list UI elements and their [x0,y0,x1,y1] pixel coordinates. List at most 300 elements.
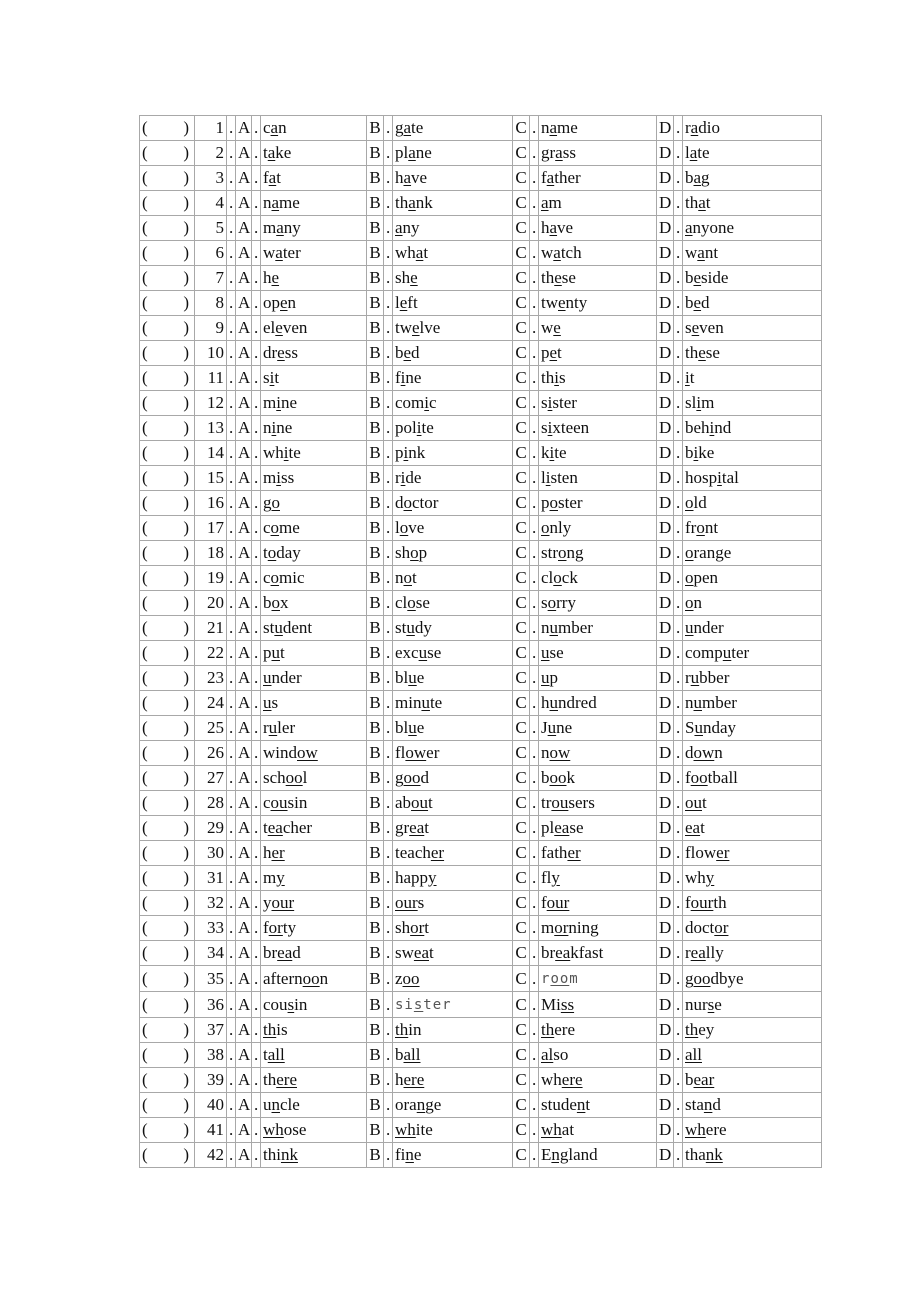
option-separator: . [252,941,261,966]
option-word-text: only [541,518,572,537]
answer-blank[interactable] [140,891,195,916]
number-separator: . [227,216,236,241]
underlined-letters: a [271,193,280,212]
option-word-text: orange [685,543,732,562]
option-word [539,941,657,966]
close-paren: ) [183,1045,189,1064]
open-paren: ( [142,994,148,1014]
option-word-text: have [541,218,574,237]
answer-blank[interactable] [140,116,195,141]
number-separator: . [227,1018,236,1043]
question-number: 10 [195,341,227,366]
option-letter: C [513,241,530,266]
close-paren: ) [183,1145,189,1164]
option-word [683,1093,822,1118]
open-paren: ( [142,968,148,988]
answer-blank[interactable] [140,291,195,316]
answer-blank[interactable] [140,416,195,441]
option-word [683,891,822,916]
option-word [393,841,513,866]
number-separator: . [227,566,236,591]
option-letter: C [513,691,530,716]
option-word [683,116,822,141]
option-word-text: on [685,593,702,612]
answer-blank[interactable] [140,516,195,541]
option-word [539,766,657,791]
option-separator: . [252,316,261,341]
option-word-text: window [263,743,318,762]
option-word-text: morning [541,918,599,937]
answer-blank[interactable] [140,1118,195,1143]
option-separator: . [252,216,261,241]
answer-blank[interactable] [140,441,195,466]
option-word [683,741,822,766]
option-word [261,1043,367,1068]
underlined-letters: o [407,593,416,612]
answer-blank[interactable] [140,391,195,416]
underlined-letters: u [268,718,278,737]
option-separator: . [384,241,393,266]
option-word-text: student [541,1095,591,1114]
option-word [393,316,513,341]
option-letter: D [657,441,674,466]
option-word-text: now [541,743,571,762]
close-paren: ) [183,994,189,1014]
option-word-text: want [685,243,719,262]
answer-blank[interactable] [140,191,195,216]
option-word-text: thank [685,1145,723,1164]
underlined-letters: ea [554,818,570,837]
option-word [261,841,367,866]
option-word-text: sit [263,368,280,387]
open-paren: ( [142,818,148,837]
option-word-text: sweat [395,943,434,962]
underlined-letters: er [430,843,445,862]
option-word-text: short [395,918,430,937]
open-paren: ( [142,668,148,687]
option-word-text: under [263,668,302,687]
option-word [261,916,367,941]
option-separator: . [674,841,683,866]
answer-blank[interactable] [140,316,195,341]
option-separator: . [530,616,539,641]
option-word [683,691,822,716]
option-word [683,816,822,841]
option-letter: A [236,391,252,416]
option-letter: C [513,441,530,466]
option-word-text: study [395,618,432,637]
option-letter: A [236,691,252,716]
option-word [261,316,367,341]
option-word-text: out [685,793,707,812]
option-letter: D [657,766,674,791]
option-word [393,441,513,466]
option-separator: . [530,516,539,541]
answer-blank[interactable] [140,566,195,591]
option-letter: B [367,966,384,992]
option-word [261,191,367,216]
option-word-text: radio [685,118,720,137]
underlined-letters: n [576,1095,586,1114]
underlined-letters: oo [403,768,421,787]
option-word [261,992,367,1018]
option-letter: B [367,791,384,816]
option-letter: C [513,491,530,516]
close-paren: ) [183,718,189,737]
underlined-letters: o [403,568,412,587]
option-letter: C [513,566,530,591]
option-word-text: kite [541,443,567,462]
underlined-letters: u [690,668,700,687]
option-word [393,166,513,191]
underlined-letters: u [693,693,702,712]
option-word [539,541,657,566]
option-separator: . [674,691,683,716]
option-word [539,816,657,841]
open-paren: ( [142,918,148,937]
number-separator: . [227,992,236,1018]
answer-blank[interactable] [140,641,195,666]
number-separator: . [227,891,236,916]
option-word [393,241,513,266]
underlined-letters: e [693,268,702,287]
number-separator: . [227,791,236,816]
option-separator: . [252,566,261,591]
question-number: 1 [195,116,227,141]
close-paren: ) [183,543,189,562]
close-paren: ) [183,268,189,287]
option-letter: A [236,316,252,341]
answer-blank[interactable] [140,766,195,791]
option-letter: C [513,941,530,966]
option-separator: . [384,691,393,716]
underlined-letters: e [553,318,561,337]
number-separator: . [227,1118,236,1143]
underlined-letters: i [545,468,551,487]
answer-blank[interactable] [140,166,195,191]
option-letter: B [367,541,384,566]
option-letter: D [657,241,674,266]
option-separator: . [384,816,393,841]
option-letter: A [236,116,252,141]
answer-blank[interactable] [140,841,195,866]
option-word [393,666,513,691]
underlined-letters: o [549,493,558,512]
option-letter: C [513,516,530,541]
option-separator: . [530,541,539,566]
answer-blank[interactable] [140,1043,195,1068]
option-word [683,941,822,966]
option-word [539,1118,657,1143]
option-word [393,291,513,316]
underlined-letters: e [691,318,700,337]
answer-blank[interactable] [140,366,195,391]
underlined-letters: o [403,493,412,512]
option-word-text: eleven [263,318,308,337]
question-row [140,992,822,1018]
answer-blank[interactable] [140,541,195,566]
underlined-letters: n [703,1095,713,1114]
underlined-letters: o [267,543,277,562]
answer-blank[interactable] [140,616,195,641]
underlined-letters: a [395,218,403,237]
answer-blank[interactable] [140,241,195,266]
answer-blank[interactable] [140,466,195,491]
answer-blank[interactable] [140,1018,195,1043]
option-word [683,966,822,992]
option-word-text: put [263,643,285,662]
option-word-text: many [263,218,301,237]
underlined-letters: y [276,868,285,887]
option-word [261,116,367,141]
close-paren: ) [183,893,189,912]
option-letter: A [236,366,252,391]
number-separator: . [227,691,236,716]
option-separator: . [384,966,393,992]
underlined-letters: u [274,618,283,637]
option-letter: D [657,816,674,841]
option-word [261,591,367,616]
option-separator: . [674,716,683,741]
option-word [393,816,513,841]
option-separator: . [674,766,683,791]
option-separator: . [530,766,539,791]
option-word-text: goodbye [685,968,744,988]
answer-blank[interactable] [140,591,195,616]
answer-blank[interactable] [140,992,195,1018]
open-paren: ( [142,843,148,862]
option-separator: . [384,766,393,791]
option-word-text: have [395,168,428,187]
option-word [393,791,513,816]
option-letter: A [236,716,252,741]
option-letter: A [236,241,252,266]
option-word-text: teacher [395,843,445,862]
option-separator: . [252,966,261,992]
underlined-letters: u [547,718,557,737]
option-letter: A [236,291,252,316]
option-letter: C [513,166,530,191]
underlined-letters: i [685,368,690,387]
underlined-letters: a [689,143,698,162]
answer-blank[interactable] [140,716,195,741]
option-letter: B [367,391,384,416]
underlined-letters: th [263,1020,277,1039]
close-paren: ) [183,793,189,812]
option-word-text: orange [395,1095,442,1114]
option-word [261,266,367,291]
underlined-letters: i [693,443,699,462]
option-letter: B [367,1118,384,1143]
option-letter: D [657,566,674,591]
option-word-text: hundred [541,693,597,712]
option-word [683,491,822,516]
option-word [393,916,513,941]
question-number: 30 [195,841,227,866]
option-word-text: teacher [263,818,313,837]
option-separator: . [252,341,261,366]
option-letter: A [236,341,252,366]
option-letter: C [513,916,530,941]
underlined-letters: all [685,1045,702,1064]
option-separator: . [252,916,261,941]
option-word [261,341,367,366]
underlined-letters: o [399,518,409,537]
underlined-letters: th [685,1020,699,1039]
option-word [683,666,822,691]
underlined-letters: a [549,118,558,137]
option-word [539,166,657,191]
option-word-text: where [685,1120,727,1139]
question-row [140,166,822,191]
option-separator: . [674,941,683,966]
option-letter: D [657,141,674,166]
answer-blank[interactable] [140,941,195,966]
answer-blank[interactable] [140,491,195,516]
underlined-letters: u [541,668,550,687]
option-word-text: bag [685,168,710,187]
option-separator: . [674,966,683,992]
option-word-text: bear [685,1070,715,1089]
option-separator: . [674,366,683,391]
open-paren: ( [142,743,148,762]
answer-blank[interactable] [140,791,195,816]
underlined-letters: wh [395,1120,416,1139]
close-paren: ) [183,393,189,412]
underlined-letters: e [412,318,420,337]
underlined-letters: e [399,293,408,312]
option-word [539,266,657,291]
open-paren: ( [142,318,148,337]
question-row [140,616,822,641]
option-separator: . [530,666,539,691]
option-separator: . [384,441,393,466]
option-letter: D [657,366,674,391]
option-letter: D [657,291,674,316]
option-word-text: that [685,193,711,212]
option-letter: A [236,641,252,666]
option-letter: B [367,741,384,766]
underlined-letters: ou [685,793,702,812]
option-separator: . [252,891,261,916]
option-word [683,992,822,1018]
option-word [393,941,513,966]
option-word [393,266,513,291]
option-letter: B [367,766,384,791]
option-word-text: twelve [395,318,441,337]
underlined-letters: a [541,193,549,212]
open-paren: ( [142,443,148,462]
option-separator: . [530,992,539,1018]
option-word [393,341,513,366]
answer-blank[interactable] [140,1093,195,1118]
option-letter: C [513,1093,530,1118]
answer-blank[interactable] [140,1068,195,1093]
answer-blank[interactable] [140,866,195,891]
answer-blank[interactable] [140,816,195,841]
option-separator: . [252,1018,261,1043]
option-word [539,1043,657,1068]
option-word-text: fat [263,168,281,187]
option-word-text: beside [685,268,729,287]
close-paren: ) [183,818,189,837]
option-word [539,1068,657,1093]
option-word [393,391,513,416]
number-separator: . [227,191,236,216]
option-separator: . [530,441,539,466]
answer-blank[interactable] [140,1143,195,1168]
open-paren: ( [142,768,148,787]
underlined-letters: i [696,393,702,412]
answer-blank[interactable] [140,741,195,766]
option-letter: C [513,841,530,866]
answer-blank[interactable] [140,266,195,291]
option-separator: . [252,992,261,1018]
underlined-letters: our [546,893,570,912]
option-separator: . [384,341,393,366]
option-letter: D [657,691,674,716]
answer-blank[interactable] [140,341,195,366]
question-number: 14 [195,441,227,466]
option-letter: B [367,1018,384,1043]
option-separator: . [674,166,683,191]
option-word [539,491,657,516]
option-word [683,1143,822,1168]
answer-blank[interactable] [140,666,195,691]
question-number: 40 [195,1093,227,1118]
option-separator: . [252,1093,261,1118]
option-letter: C [513,366,530,391]
underlined-letters: or [554,918,569,937]
option-letter: D [657,416,674,441]
number-separator: . [227,141,236,166]
option-word-text: miss [263,468,295,487]
underlined-letters: a [697,243,705,262]
open-paren: ( [142,593,148,612]
underlined-letters: i [554,368,559,387]
option-letter: C [513,766,530,791]
option-word [393,466,513,491]
option-word [261,1143,367,1168]
option-letter: A [236,1043,252,1068]
option-separator: . [252,791,261,816]
option-word-text: trousers [541,793,595,812]
number-separator: . [227,416,236,441]
option-word [539,741,657,766]
option-word-text: tall [263,1045,285,1064]
option-letter: B [367,616,384,641]
close-paren: ) [183,943,189,962]
question-row [140,1143,822,1168]
option-word [261,1018,367,1043]
option-word [539,441,657,466]
option-word [393,141,513,166]
answer-blank[interactable] [140,691,195,716]
answer-blank[interactable] [140,216,195,241]
option-separator: . [384,1118,393,1143]
underlined-letters: o [541,518,550,537]
answer-blank[interactable] [140,966,195,992]
answer-blank[interactable] [140,916,195,941]
underlined-letters: i [276,468,281,487]
option-separator: . [674,566,683,591]
option-letter: A [236,916,252,941]
option-word [261,816,367,841]
option-letter: D [657,1143,674,1168]
answer-blank[interactable] [140,141,195,166]
option-word-text: thin [395,1020,422,1039]
option-separator: . [384,516,393,541]
